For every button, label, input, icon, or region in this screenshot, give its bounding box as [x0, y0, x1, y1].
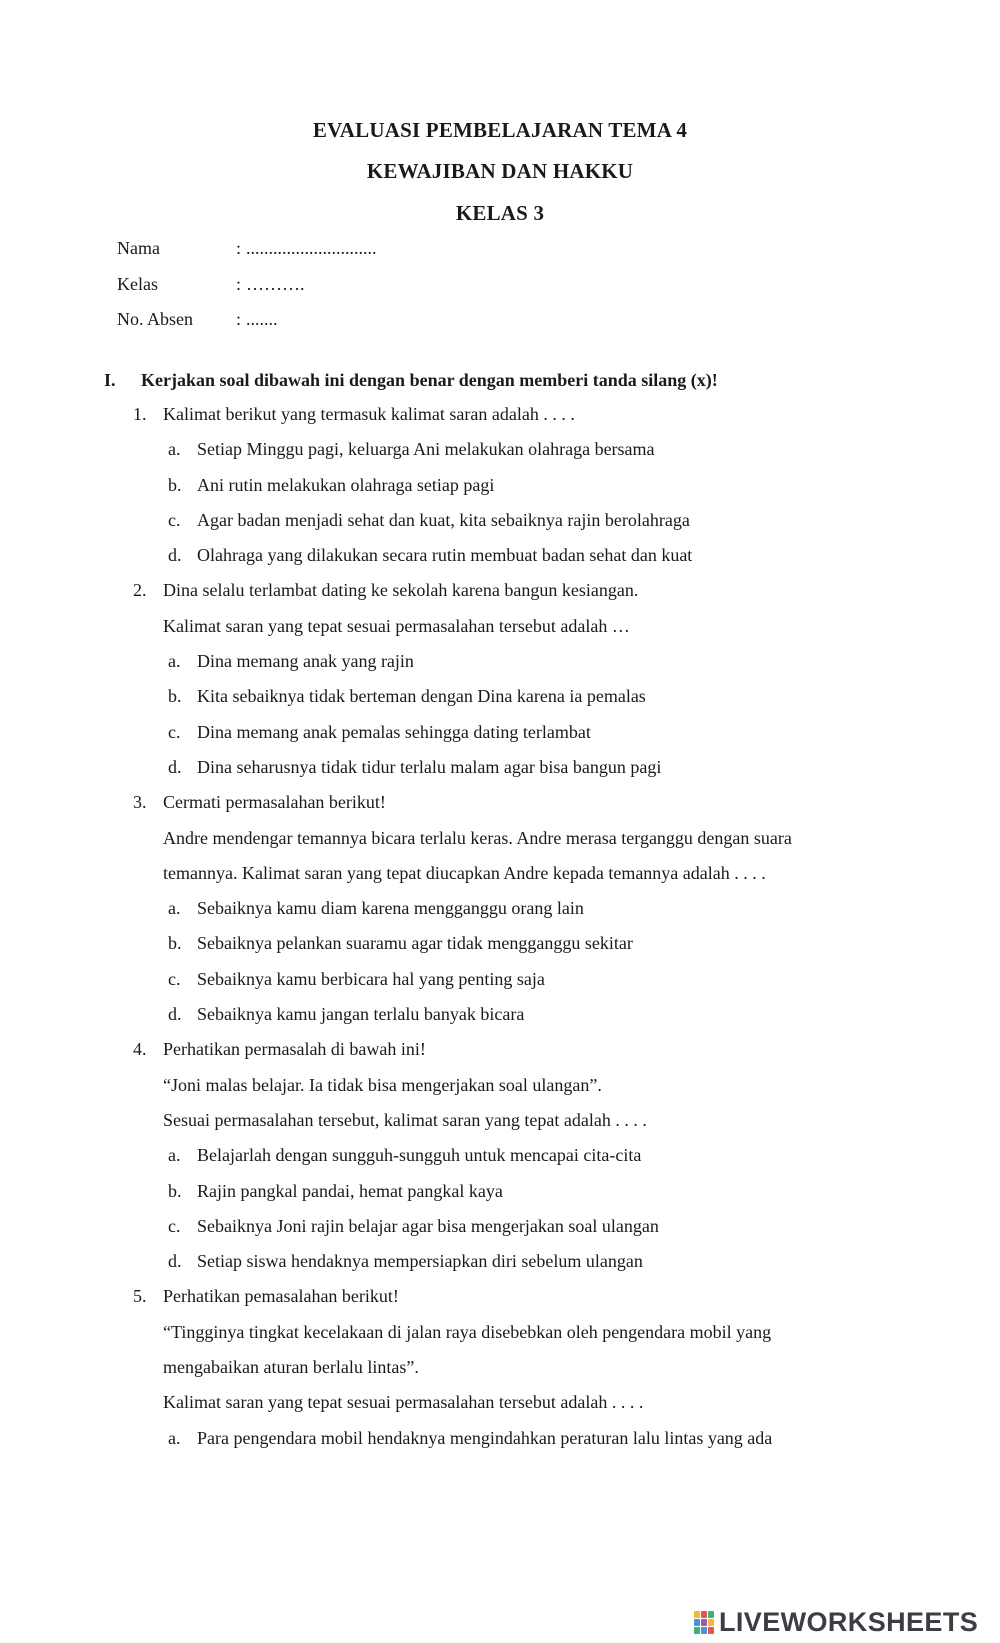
student-identity [117, 238, 377, 345]
logo-cell [701, 1619, 707, 1626]
question-text: Sesuai permasalahan tersebut, kalimat saran yang tepat adalah . . . . [163, 1109, 647, 1130]
option-letter[interactable]: a. [168, 1145, 181, 1166]
page-subtitle: KEWAJIBAN DAN HAKKU [366, 159, 634, 183]
answer-option[interactable] [0, 1003, 1000, 1038]
answer-option[interactable] [0, 685, 1000, 720]
option-letter[interactable]: b. [168, 474, 182, 495]
question-text: mengabaikan aturan berlalu lintas”. [163, 1357, 419, 1378]
section-heading [104, 370, 718, 391]
answer-option[interactable] [0, 1180, 1000, 1215]
option-text[interactable]: Olahraga yang dilakukan secara rutin membuat badan sehat dan kuat [197, 545, 693, 566]
question-number: 2. [133, 580, 147, 601]
option-letter[interactable]: b. [168, 686, 182, 707]
option-letter[interactable]: c. [168, 509, 181, 530]
logo-cell [701, 1611, 707, 1618]
option-text[interactable]: Para pengendara mobil hendaknya mengindahkan peraturan lalu lintas yang ada [197, 1427, 773, 1448]
logo-cell [701, 1627, 707, 1634]
question-text: Cermati permasalahan berikut! [163, 792, 386, 813]
class-field[interactable]: ………. [246, 273, 305, 294]
option-text[interactable]: Sebaiknya kamu diam karena mengganggu orang lain [197, 898, 584, 919]
option-text[interactable]: Sebaiknya pelankan suaramu agar tidak mengganggu sekitar [197, 933, 633, 954]
question-text-line [0, 1356, 1000, 1391]
question-text: Perhatikan permasalah di bawah ini! [163, 1039, 426, 1060]
question-text: “Tingginya tingkat kecelakaan di jalan raya disebebkan oleh pengendara mobil yang [163, 1321, 772, 1342]
question-stem [0, 579, 1000, 614]
question-text-line [0, 615, 1000, 650]
option-letter[interactable]: b. [168, 933, 182, 954]
identity-label: Kelas [117, 273, 158, 294]
option-text[interactable]: Setiap Minggu pagi, keluarga Ani melakukan olahraga bersama [197, 439, 655, 460]
question-text: Andre mendengar temannya bicara terlalu keras. Andre merasa terganggu dengan suara [163, 827, 792, 848]
question-number: 5. [133, 1286, 147, 1307]
option-letter[interactable]: a. [168, 651, 181, 672]
question-text: Perhatikan pemasalahan berikut! [163, 1286, 399, 1307]
question-text: Kalimat saran yang tepat sesuai permasalahan tersebut adalah . . . . [163, 1392, 644, 1413]
brand-name: LIVEWORKSHEETS [719, 1607, 979, 1637]
question-stem [0, 1038, 1000, 1073]
option-letter[interactable]: a. [168, 898, 181, 919]
question-number: 1. [133, 404, 147, 424]
question-text: temannya. Kalimat saran yang tepat diucapkan Andre kepada temannya adalah . . . . [163, 862, 766, 883]
logo-cell [694, 1627, 700, 1634]
option-text[interactable]: Belajarlah dengan sungguh-sungguh untuk mencapai cita-cita [197, 1145, 642, 1166]
answer-option[interactable] [0, 1215, 1000, 1250]
answer-option[interactable] [0, 1250, 1000, 1285]
answer-option[interactable] [0, 509, 1000, 544]
question-number: 4. [133, 1039, 147, 1060]
section-number: I. [104, 370, 116, 390]
option-text[interactable]: Ani rutin melakukan olahraga setiap pagi [197, 474, 495, 495]
question-text: Dina selalu terlambat dating ke sekolah karena bangun kesiangan. [163, 580, 639, 601]
option-text[interactable]: Dina memang anak yang rajin [197, 651, 414, 672]
identity-colon: : [236, 238, 242, 258]
option-letter[interactable]: d. [168, 1004, 182, 1025]
option-text[interactable]: Dina seharusnya tidak tidur terlalu malam agar bisa bangun pagi [197, 756, 662, 777]
question-text: “Joni malas belajar. Ia tidak bisa mengerjakan soal ulangan”. [163, 1074, 602, 1095]
answer-option[interactable] [0, 721, 1000, 756]
option-letter[interactable]: b. [168, 1180, 182, 1201]
option-text[interactable]: Sebaiknya kamu jangan terlalu banyak bicara [197, 1004, 525, 1025]
identity-label: Nama [117, 238, 160, 258]
question-text-line [0, 1074, 1000, 1109]
option-text[interactable]: Rajin pangkal pandai, hemat pangkal kaya [197, 1180, 503, 1201]
option-letter[interactable]: a. [168, 1427, 181, 1448]
identity-colon: : [236, 309, 242, 329]
logo-cell [694, 1611, 700, 1618]
option-letter[interactable]: d. [168, 545, 182, 566]
option-letter[interactable]: c. [168, 968, 181, 989]
question-text-line [0, 1321, 1000, 1356]
question-text: Kalimat saran yang tepat sesuai permasalahan tersebut adalah … [163, 615, 630, 636]
question-text-line [0, 1109, 1000, 1144]
question-stem [0, 1285, 1000, 1320]
option-text[interactable]: Sebaiknya Joni rajin belajar agar bisa mengerjakan soal ulangan [197, 1215, 659, 1236]
identity-label: No. Absen [117, 309, 193, 329]
answer-option[interactable] [0, 756, 1000, 791]
answer-option[interactable] [0, 897, 1000, 932]
answer-option[interactable] [0, 1427, 1000, 1462]
identity-colon: : [236, 273, 242, 294]
logo-cell [708, 1627, 714, 1634]
option-letter[interactable]: a. [168, 439, 181, 460]
section-instruction: Kerjakan soal dibawah ini dengan benar dengan memberi tanda silang (x)! [141, 370, 718, 390]
question-text-line [0, 1391, 1000, 1426]
question-text-line [0, 862, 1000, 897]
option-text[interactable]: Agar badan menjadi sehat dan kuat, kita sebaiknya rajin berolahraga [197, 509, 690, 530]
option-text[interactable]: Sebaiknya kamu berbicara hal yang penting saja [197, 968, 545, 989]
liveworksheets-logo-icon [694, 1611, 716, 1635]
logo-cell [708, 1619, 714, 1626]
identity-row-kelas [117, 274, 377, 310]
question-list [0, 403, 1000, 1462]
answer-option[interactable] [0, 474, 1000, 509]
absence-number-field[interactable]: ....... [246, 309, 278, 329]
question-text: Kalimat berikut yang termasuk kalimat saran adalah . . . . [163, 404, 575, 424]
option-letter[interactable]: d. [168, 756, 182, 777]
answer-option[interactable] [0, 650, 1000, 685]
option-text[interactable]: Dina memang anak pemalas sehingga dating terlambat [197, 721, 591, 742]
option-letter[interactable]: d. [168, 1251, 182, 1272]
answer-option[interactable] [0, 544, 1000, 579]
question-stem [0, 791, 1000, 826]
option-text[interactable]: Setiap siswa hendaknya mempersiapkan diri sebelum ulangan [197, 1251, 643, 1272]
question-text-line [0, 827, 1000, 862]
question-stem [0, 403, 1000, 438]
option-text[interactable]: Kita sebaiknya tidak berteman dengan Dina karena ia pemalas [197, 686, 646, 707]
page-title: EVALUASI PEMBELAJARAN TEMA 4 [312, 118, 688, 142]
answer-option[interactable] [0, 932, 1000, 967]
option-letter[interactable]: c. [168, 1215, 181, 1236]
identity-row-nama [117, 238, 377, 274]
name-field[interactable]: ............................. [246, 238, 377, 258]
logo-cell [694, 1619, 700, 1626]
class-level: KELAS 3 [455, 201, 545, 225]
answer-option[interactable] [0, 1144, 1000, 1179]
logo-cell [708, 1611, 714, 1618]
answer-option[interactable] [0, 438, 1000, 473]
liveworksheets-brand [694, 1607, 978, 1638]
answer-option[interactable] [0, 968, 1000, 1003]
identity-row-absen [117, 309, 377, 345]
question-number: 3. [133, 792, 147, 813]
option-letter[interactable]: c. [168, 721, 181, 742]
